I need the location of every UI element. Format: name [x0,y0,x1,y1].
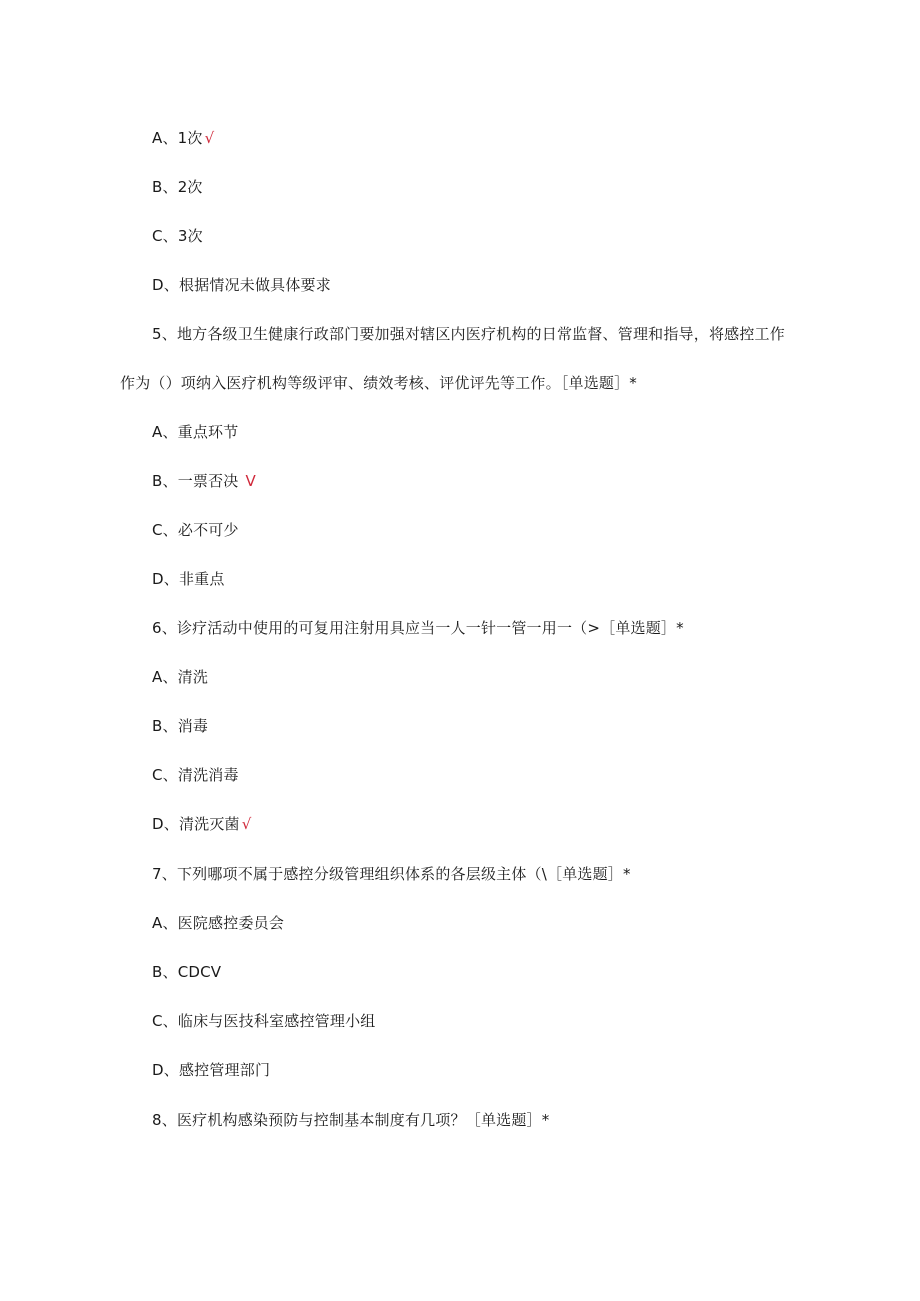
q6-option-a[interactable] [152,667,208,687]
q8-question-text: 8、医疗机构感染预防与控制基本制度有几项？［单选题］* [152,1111,550,1129]
option-label: A、医院感控委员会 [152,914,285,932]
correct-check-mark: V [245,472,256,490]
q5-option-a[interactable] [152,422,238,442]
option-label: A、清洗 [152,668,209,686]
option-label: C、清洗消毒 [152,766,239,784]
q7-option-a[interactable] [152,913,284,933]
q4-option-b[interactable] [152,177,203,197]
option-label: C、临床与医技科室感控管理小组 [152,1012,376,1030]
q5-option-c[interactable] [152,520,239,540]
option-label: D、根据情况未做具体要求 [152,276,331,294]
q7-option-d[interactable] [152,1060,270,1080]
option-label: A、重点环节 [152,423,239,441]
q6-question-text: 6、诊疗活动中使用的可复用注射用具应当一人一针一管一用一（>［单选题］* [152,619,684,637]
option-label: D、清洗灭菌 [152,815,240,833]
q4-option-d[interactable] [152,275,331,295]
q5-question-text-line2: 作为（）项纳入医疗机构等级评审、绩效考核、评优评先等工作。［单选题］* [120,374,638,392]
option-label: C、3次 [152,227,203,245]
option-label: D、非重点 [152,570,225,588]
q5-option-d[interactable] [152,569,225,589]
option-label: C、必不可少 [152,521,239,539]
option-label: A、1次 [152,129,203,147]
correct-check-mark: √ [204,129,215,147]
q4-option-a[interactable] [152,128,214,148]
q6-option-c[interactable] [152,765,239,785]
option-label: B、消毒 [152,717,209,735]
q5-question-text-line1: 5、地方各级卫生健康行政部门要加强对辖区内医疗机构的日常监督、管理和指导，将感控工作 [152,325,785,343]
q7-question-text: 7、下列哪项不属于感控分级管理组织体系的各层级主体（\［单选题］* [152,865,631,883]
q6-option-b[interactable] [152,716,208,736]
q6-option-d[interactable] [152,814,252,834]
q5-option-b[interactable] [152,471,256,491]
q7-option-b[interactable] [152,962,221,982]
q4-option-c[interactable] [152,226,203,246]
q7-option-c[interactable] [152,1011,375,1031]
correct-check-mark: √ [241,815,252,833]
option-label: D、感控管理部门 [152,1061,271,1079]
option-label: B、CDCV [152,963,222,981]
option-label: B、2次 [152,178,203,196]
option-label: B、一票否决 [152,472,239,490]
